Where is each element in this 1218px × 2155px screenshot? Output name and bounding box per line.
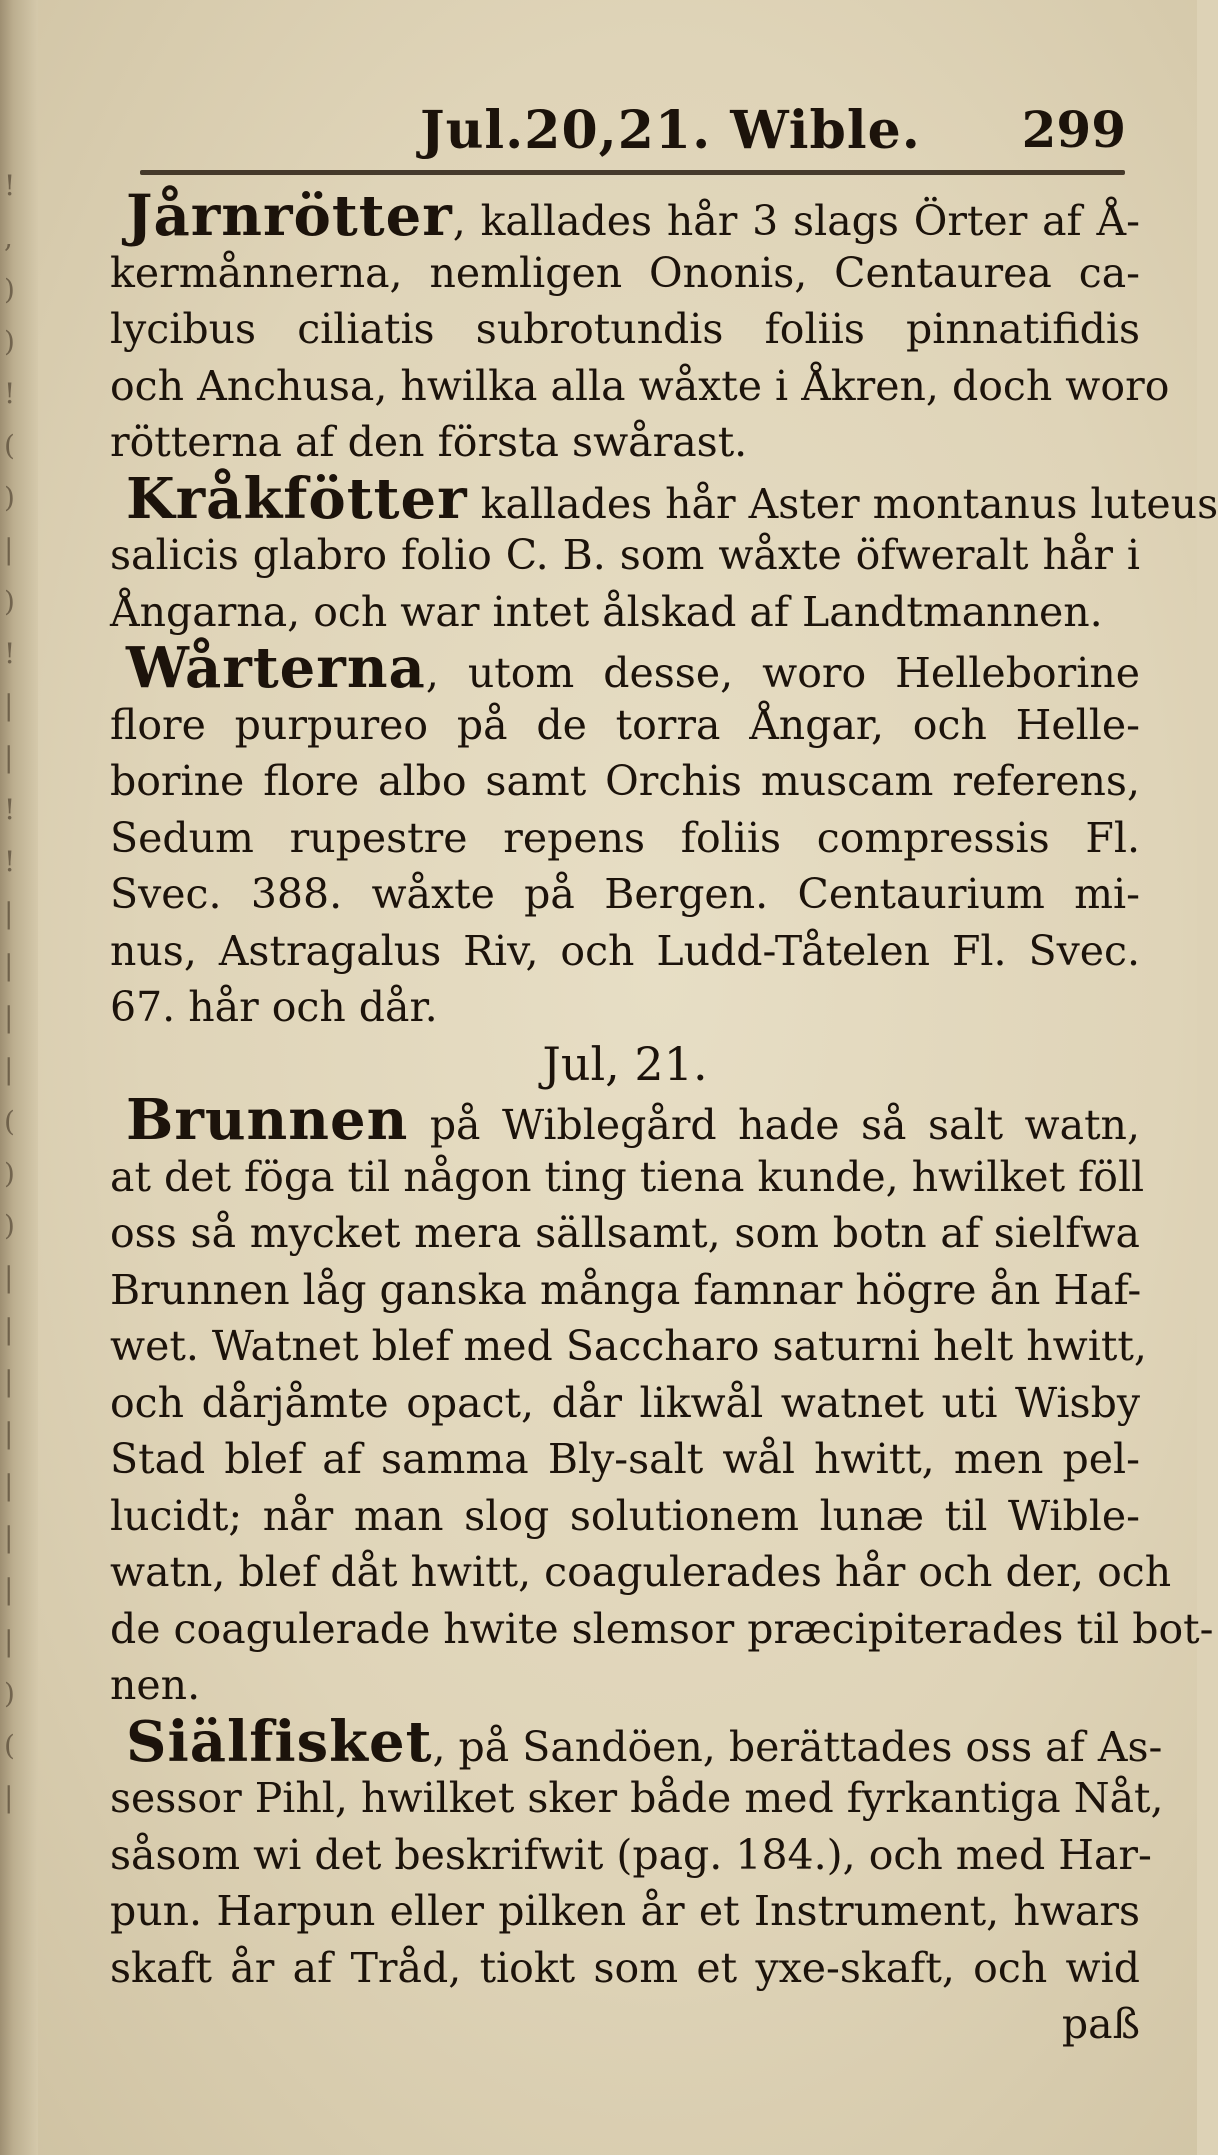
text-line: nus, Astragalus Riv, och Ludd-Tåtelen Fl. Svec.	[110, 926, 1140, 975]
text-line: rötterna af den första swårast.	[110, 418, 748, 466]
text-line: de coagulerade hwite slemsor præcipiterades til bot-	[110, 1604, 1214, 1653]
page-body	[110, 183, 1218, 2053]
text-line: kermånnerna, nemligen Ononis, Centaurea ca-	[110, 248, 1140, 297]
text-line: pun. Harpun eller pilken år et Instrument, hwars	[110, 1887, 1140, 1935]
page-gutter	[0, 0, 38, 2155]
date-heading: Jul, 21.	[542, 1036, 708, 1091]
catchword: paß	[1061, 2000, 1140, 2048]
text-line: wet. Watnet blef med Saccharo saturni helt hwitt,	[110, 1322, 1147, 1370]
text-line: at det föga til någon ting tiena kunde, hwilket föll	[110, 1152, 1145, 1201]
line-text: kallades hår Aster montanus luteus	[467, 479, 1218, 528]
paragraph-initial-word: Brunnen	[126, 1087, 409, 1153]
line-text: , kallades hår 3 slags Örter af Å-	[452, 197, 1140, 245]
text-line: och Anchusa, hwilka alla wåxte i Åkren, doch woro	[110, 361, 1170, 410]
text-line	[110, 1087, 1140, 1153]
text-line: Svec. 388. wåxte på Bergen. Centaurium mi-	[110, 870, 1140, 918]
text-line: Sedum rupestre repens foliis compressis Fl.	[110, 813, 1140, 862]
text-line	[110, 635, 1140, 701]
text-line: Brunnen låg ganska många famnar högre ån Haf-	[110, 1265, 1142, 1314]
text-line: såsom wi det beskrifwit (pag. 184.), och med Har-	[110, 1830, 1152, 1879]
text-line: oss så mycket mera sällsamt, som botn af sielfwa	[110, 1209, 1140, 1257]
running-head: Jul.20,21. Wible.	[420, 100, 921, 161]
text-line: lucidt; når man slog solutionem lunæ til Wible-	[110, 1491, 1140, 1540]
text-line: 67. hår och dår.	[110, 983, 438, 1031]
text-line	[110, 1708, 1163, 1775]
text-line	[110, 465, 1218, 532]
text-line: och dårjåmte opact, dår likwål watnet uti Wisby	[110, 1378, 1140, 1427]
page-number: 299	[1021, 100, 1126, 159]
text-line	[110, 183, 1140, 249]
text-line: Ångarna, och war intet ålskad af Landtmannen.	[110, 587, 1103, 636]
text-line: sessor Pihl, hwilket sker både med fyrkantiga Nåt,	[110, 1774, 1164, 1822]
text-line: Stad blef af samma Bly-salt wål hwitt, men pel-	[110, 1435, 1140, 1483]
page-header	[420, 100, 1140, 160]
text-line: salicis glabro folio C. B. som wåxte öfweralt hår i	[110, 531, 1140, 579]
text-line: skaft år af Tråd, tiokt som et yxe-skaft, och wid	[110, 1943, 1140, 1992]
paragraph-initial-word: Wårterna	[126, 635, 426, 701]
text-line: nen.	[110, 1661, 201, 1709]
line-text: , utom desse, woro Helleborine	[425, 649, 1140, 697]
line-text: på Wiblegård hade så salt watn,	[408, 1101, 1140, 1149]
paragraph-initial-word: Kråkfötter	[126, 465, 468, 532]
text-line: flore purpureo på de torra Ångar, och Helle-	[110, 700, 1140, 749]
header-rule	[140, 170, 1125, 175]
text-line: borine flore albo samt Orchis muscam referens,	[110, 757, 1140, 805]
line-text: , på Sandöen, berättades oss af As-	[432, 1722, 1163, 1771]
text-line: watn, blef dåt hwitt, coagulerades hår och der, och	[110, 1548, 1172, 1596]
paragraph-initial-word: Jårnrötter	[126, 183, 453, 249]
gutter-bleed-marks: ! , ) ) ! ( ) | ) ! | | ! ! | | | | ( ) ) | | | | | | | | ) ( |	[4, 169, 16, 1814]
paragraph-initial-word: Siälfisket	[126, 1708, 433, 1775]
text-line: lycibus ciliatis subrotundis foliis pinnatifidis	[110, 305, 1140, 353]
